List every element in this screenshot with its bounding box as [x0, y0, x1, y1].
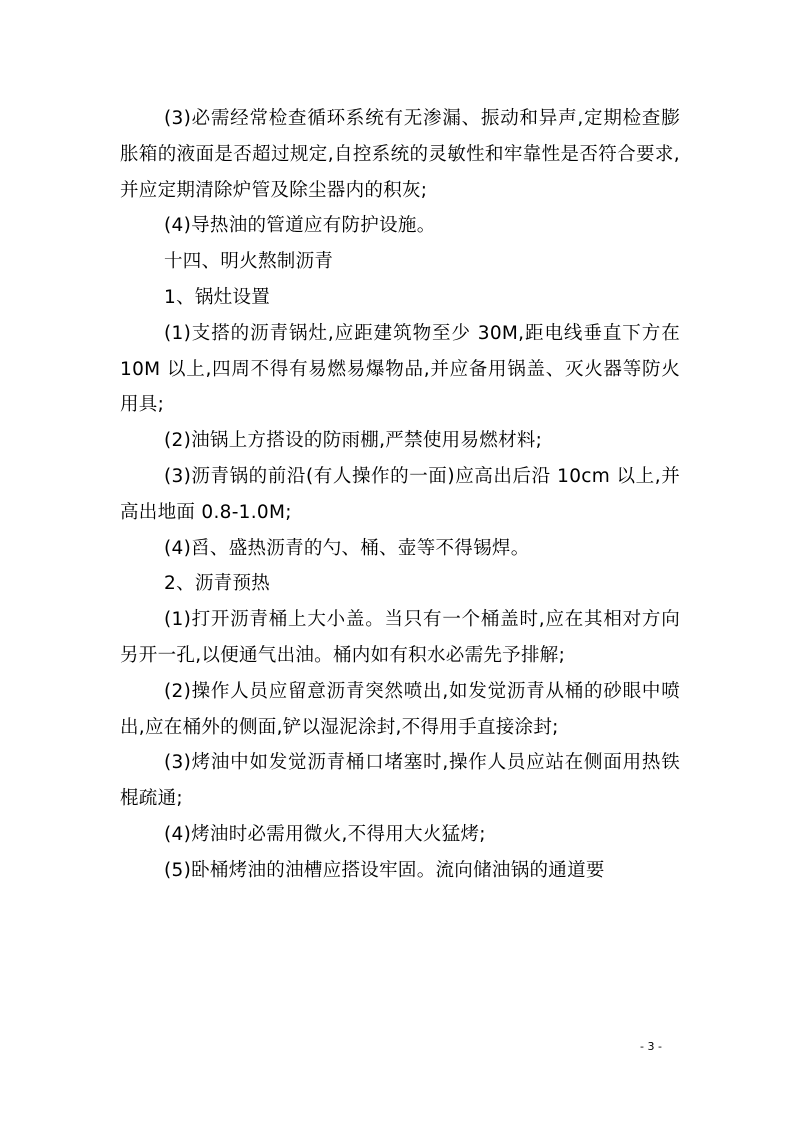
paragraph: (4)舀、盛热沥青的勺、桶、壶等不得锡焊。 [164, 537, 530, 559]
paragraph: (3)必需经常检查循环系统有无渗漏、振动和异声,定期检查膨胀箱的液面是否超过规定,自控系统的灵敏性和牢靠性是否符合要求,并应定期清除炉管及除尘器内的积灰; [120, 108, 680, 201]
paragraph: (1)打开沥青桶上大小盖。当只有一个桶盖时,应在其相对方向另开一孔,以便通气出油。桶内如有积水必需先予排解; [120, 609, 680, 666]
subsection-heading: 1、锅灶设置 [164, 286, 271, 308]
paragraph: (4)导热油的管道应有防护设施。 [164, 215, 436, 237]
paragraph: (2)操作人员应留意沥青突然喷出,如发觉沥青从桶的砂眼中喷出,应在桶外的侧面,铲以湿泥涂封,不得用手直接涂封; [120, 680, 680, 738]
document-body [120, 101, 680, 889]
paragraph: (3)烤油中如发觉沥青桶口堵塞时,操作人员应站在侧面用热铁棍疏通; [120, 752, 680, 810]
paragraph: (3)沥青锅的前沿(有人操作的一面)应高出后沿 10cm 以上,并高出地面 0.8-1.0M; [120, 465, 680, 523]
page-number: - 3 - [640, 1040, 662, 1053]
paragraph: (4)烤油时必需用微火,不得用大火猛烤; [164, 823, 486, 845]
paragraph: (5)卧桶烤油的油槽应搭设牢固。流向储油锅的通道要 [164, 859, 605, 881]
section-heading: 十四、明火熬制沥青 [164, 251, 334, 273]
subsection-heading: 2、沥青预热 [164, 573, 271, 595]
paragraph: (2)油锅上方搭设的防雨棚,严禁使用易燃材料; [164, 430, 543, 452]
paragraph: (1)支搭的沥青锅灶,应距建筑物至少 30M,距电线垂直下方在 10M 以上,四周不得有易燃易爆物品,并应备用锅盖、灭火器等防火用具; [120, 322, 680, 416]
